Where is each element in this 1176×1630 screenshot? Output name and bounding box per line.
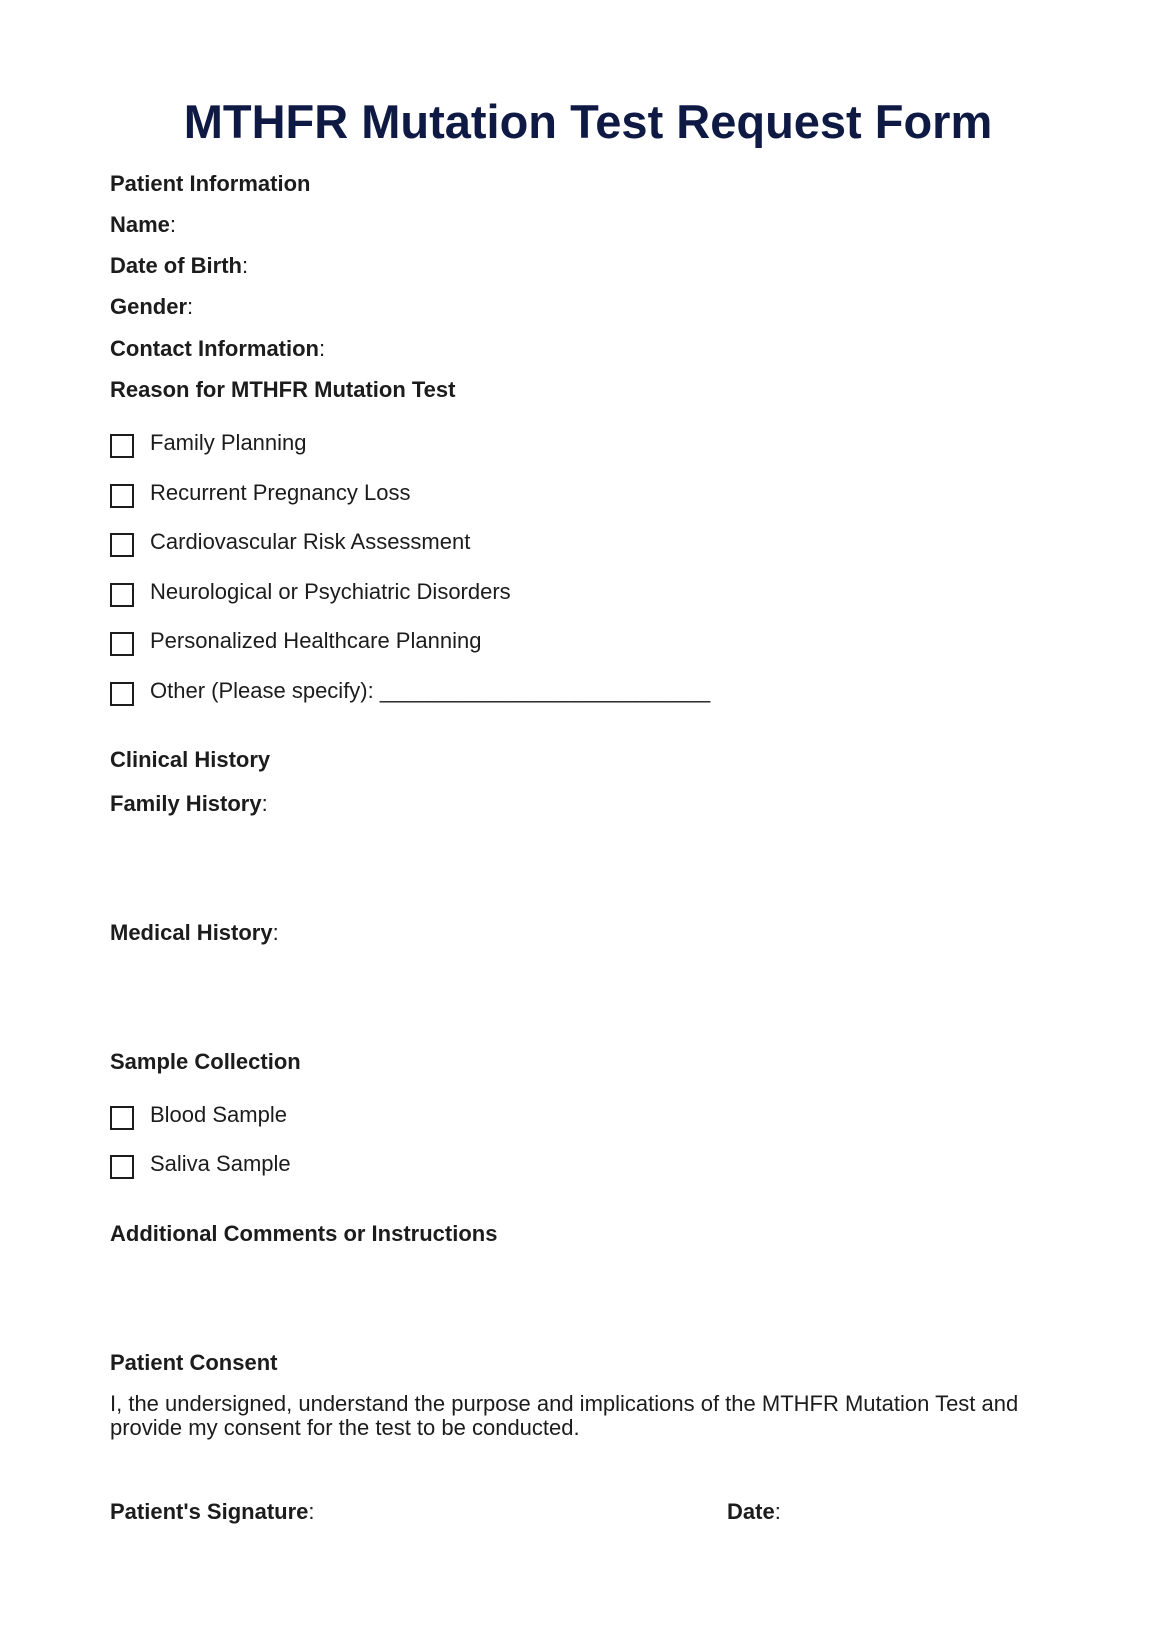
medical-history-field[interactable] — [110, 919, 279, 947]
date-field[interactable] — [727, 1498, 781, 1526]
patient-signature-colon: : — [308, 1499, 315, 1524]
checkbox[interactable] — [110, 583, 134, 607]
checkbox[interactable] — [110, 1106, 134, 1130]
option-label: Personalized Healthcare Planning — [150, 628, 482, 653]
reason-option-family-planning[interactable] — [110, 431, 307, 461]
name-field[interactable] — [110, 211, 176, 239]
consent-statement: I, the undersigned, understand the purpose and implications of the MTHFR Mutation Test and provide my consent for the test to be conducted. — [110, 1391, 1019, 1440]
patient-information-heading: Patient Information — [110, 171, 311, 196]
contact-information-colon: : — [319, 336, 326, 361]
option-label: Neurological or Psychiatric Disorders — [150, 579, 511, 604]
option-label: Family Planning — [150, 430, 307, 455]
date-of-birth-label: Date of Birth — [110, 253, 242, 278]
date-of-birth-field[interactable] — [110, 252, 248, 280]
date-colon: : — [774, 1499, 781, 1524]
checkbox[interactable] — [110, 1155, 134, 1179]
name-label: Name — [110, 212, 170, 237]
patient-signature-field[interactable] — [110, 1498, 315, 1526]
reason-heading: Reason for MTHFR Mutation Test — [110, 377, 456, 402]
patient-signature-label: Patient's Signature — [110, 1499, 309, 1524]
gender-label: Gender — [110, 294, 188, 319]
option-label: Recurrent Pregnancy Loss — [150, 480, 411, 505]
date-label: Date — [727, 1499, 775, 1524]
checkbox[interactable] — [110, 682, 134, 706]
family-history-label: Family History — [110, 791, 262, 816]
sample-option-saliva[interactable] — [110, 1152, 291, 1182]
patient-consent-heading: Patient Consent — [110, 1350, 278, 1375]
reason-option-personalized-healthcare[interactable] — [110, 629, 481, 659]
contact-information-field[interactable] — [110, 335, 325, 363]
medical-history-label: Medical History — [110, 920, 273, 945]
reason-option-neurological-psychiatric[interactable] — [110, 580, 511, 610]
sample-option-blood[interactable] — [110, 1103, 287, 1133]
additional-comments-heading: Additional Comments or Instructions — [110, 1221, 498, 1246]
medical-history-colon: : — [272, 920, 279, 945]
checkbox[interactable] — [110, 533, 134, 557]
sample-collection-heading: Sample Collection — [110, 1049, 301, 1074]
reason-option-cardiovascular-risk[interactable] — [110, 530, 470, 560]
clinical-history-heading: Clinical History — [110, 747, 271, 772]
checkbox[interactable] — [110, 484, 134, 508]
name-colon: : — [169, 212, 177, 237]
page-title: MTHFR Mutation Test Request Form — [183, 95, 993, 148]
gender-colon: : — [187, 294, 194, 319]
option-label: Saliva Sample — [150, 1151, 291, 1176]
date-of-birth-colon: : — [242, 253, 249, 278]
option-label: Blood Sample — [150, 1102, 287, 1127]
checkbox[interactable] — [110, 434, 134, 458]
family-history-colon: : — [261, 791, 268, 816]
option-label: Cardiovascular Risk Assessment — [150, 529, 471, 554]
contact-information-label: Contact Information — [110, 336, 319, 361]
checkbox[interactable] — [110, 632, 134, 656]
reason-option-other[interactable] — [110, 679, 710, 709]
gender-field[interactable] — [110, 293, 193, 321]
option-label: Other (Please specify): ___________________________ — [150, 678, 711, 703]
reason-option-recurrent-pregnancy-loss[interactable] — [110, 481, 410, 511]
family-history-field[interactable] — [110, 790, 268, 818]
